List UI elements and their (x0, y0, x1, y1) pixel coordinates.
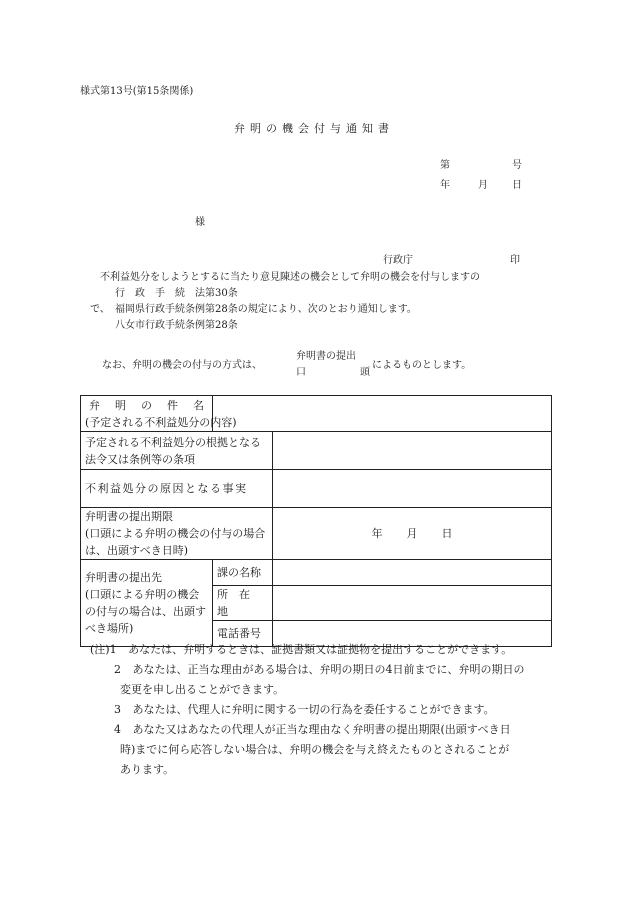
note-item (90, 660, 560, 680)
addressee-suffix: 様 (195, 217, 205, 228)
matter-label-cell (81, 396, 237, 432)
cause-label (81, 470, 273, 508)
date-month: 月 (478, 180, 488, 191)
basis-value-cell (273, 432, 552, 470)
page-title: 弁明の機会付与通知書 (234, 122, 394, 135)
deadline-year: 年 (371, 527, 383, 540)
address-value (273, 586, 552, 621)
note-continuation: 時)までに何ら応答しない場合は、弁明の機会を与え終えたものとされることが (120, 743, 510, 756)
note-number: 2 (114, 663, 121, 676)
notice-table (80, 395, 552, 647)
method-option-oral-a: 口 (296, 367, 306, 378)
method-option-written: 弁明書の提出 (296, 351, 356, 362)
note-text: あなたは、弁明するときは、証拠書類又は証拠物を提出することができます。 (128, 643, 513, 656)
matter-value-cell (213, 396, 552, 432)
method-prefix: なお、弁明の機会の付与の方式は、 (102, 360, 262, 371)
method-option-oral-b: 頭 (360, 367, 370, 378)
matter-char: 名 (193, 398, 204, 412)
note-item (90, 700, 560, 720)
destination-label-note: (口頭による弁明の機会の付与の場合は、出頭すべき場所) (85, 588, 206, 635)
seal-mark: 印 (510, 255, 520, 266)
table-row (81, 470, 552, 508)
law-option-2: 福岡県行政手続条例第28条の規定により、次のとおり通知します。 (115, 304, 417, 315)
note-number: 4 (114, 723, 121, 736)
body-de: で、 (90, 304, 110, 315)
matter-char: 弁 (89, 398, 100, 412)
phone-label: 電話番号 (213, 621, 273, 647)
matter-sublabel: (予定される不利益処分の内容) (85, 415, 237, 429)
doc-number-prefix: 第 (440, 160, 450, 171)
law-option-3: 八女市行政手続条例第28条 (115, 320, 238, 331)
date-day: 日 (512, 180, 522, 191)
note-item (90, 720, 560, 740)
body-line-1: 不利益処分をしようとするに当たり意見陳述の機会として弁明の機会を付与しますの (100, 272, 480, 283)
note-text: あなたは、正当な理由がある場合は、弁明の期日の4日前までに、弁明の期日の (132, 663, 525, 676)
destination-label-title: 弁明書の提出先 (85, 571, 162, 584)
deadline-label (81, 508, 273, 560)
note-number: (注)1 (90, 643, 117, 656)
table-row (81, 560, 552, 586)
matter-char: の (141, 398, 152, 412)
deadline-label-note: (口頭による弁明の機会の付与の場合は、出頭すべき日時) (85, 527, 266, 557)
cause-value-cell (273, 470, 552, 508)
section-name-value (273, 560, 552, 586)
matter-char: 件 (167, 398, 178, 412)
notes-section (90, 640, 560, 780)
note-continuation: 変更を申し出ることができます。 (120, 683, 285, 696)
deadline-label-title: 弁明書の提出期限 (85, 510, 173, 523)
note-continuation: あります。 (120, 763, 175, 776)
basis-label: 予定される不利益処分の根拠となる法令又は条例等の条項 (81, 432, 273, 470)
form-label: 様式第13号(第15条関係) (80, 86, 194, 97)
cause-label-text: 不利益処分の原因となる事実 (85, 482, 248, 495)
note-text: あなたは、代理人に弁明に関する一切の行為を委任することができます。 (132, 703, 495, 716)
note-item (90, 640, 560, 660)
date-year: 年 (440, 180, 450, 191)
doc-number-suffix: 号 (512, 160, 522, 171)
table-row (81, 508, 552, 560)
section-name-label: 課の名称 (213, 560, 273, 586)
deadline-day: 日 (441, 527, 453, 540)
agency-label: 行政庁 (383, 255, 413, 266)
deadline-value-cell (273, 508, 552, 560)
matter-char: 明 (115, 398, 126, 412)
table-row (81, 396, 552, 432)
deadline-month: 月 (406, 527, 418, 540)
method-suffix: によるものとします。 (372, 360, 472, 371)
note-number: 3 (114, 703, 121, 716)
address-label: 所 在 地 (213, 586, 273, 621)
note-text: あなた又はあなたの代理人が正当な理由なく弁明書の提出期限(出頭すべき日 (132, 723, 511, 736)
law-option-1: 行 政 手 続 法第30条 (115, 288, 238, 299)
table-row (81, 432, 552, 470)
destination-label (81, 560, 213, 647)
